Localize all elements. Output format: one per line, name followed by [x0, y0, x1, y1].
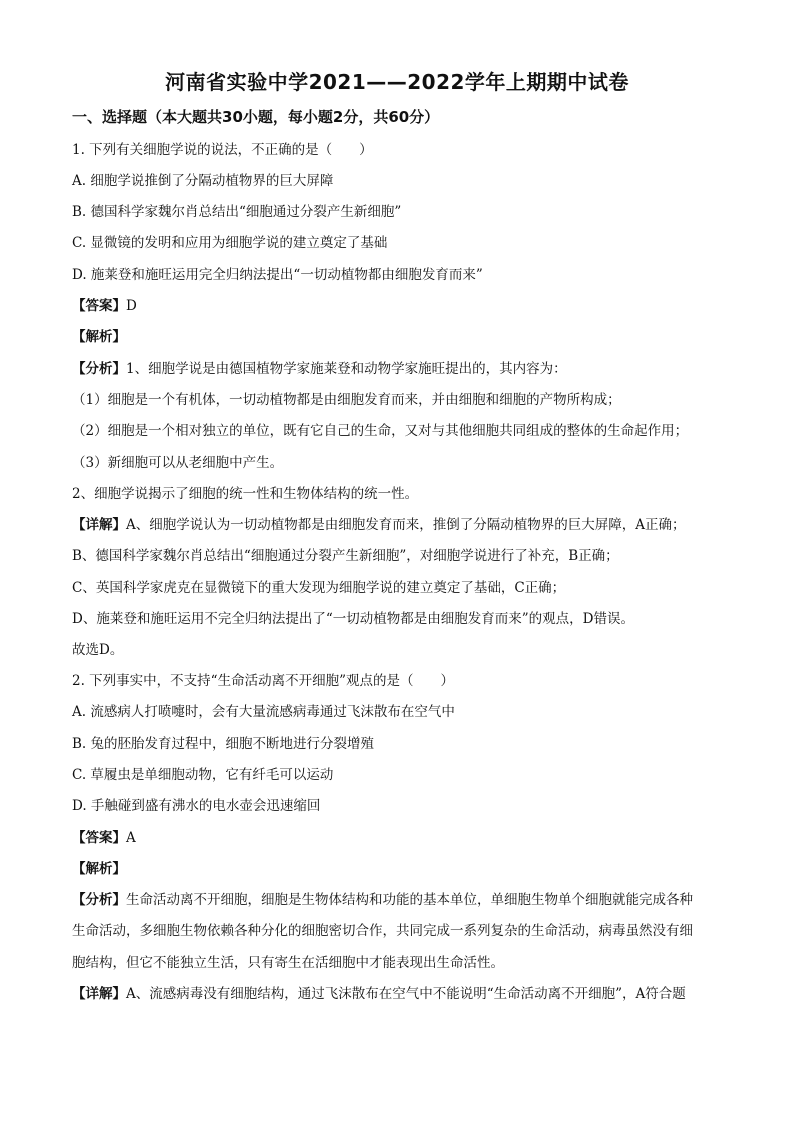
q2-fenxi-line: [72, 890, 722, 910]
xiangjie-tag: 【详解】: [72, 517, 126, 533]
q2-option-a: A. 流感病人打喷嚏时，会有大量流感病毒通过飞沫散布在空气中: [72, 704, 455, 720]
q1-xiangjie-line: D、施莱登和施旺运用不完全归纳法提出了“一切动植物都是由细胞发育而来”的观点，D错误。: [72, 611, 634, 627]
q2-stem: 2. 下列事实中，不支持“生命活动离不开细胞”观点的是（ ）: [72, 673, 454, 689]
q1-option-a: A. 细胞学说推倒了分隔动植物界的巨大屏障: [72, 173, 334, 189]
xiangjie-text: A、流感病毒没有细胞结构，通过飞沫散布在空气中不能说明“生命活动离不开细胞”，A符合题: [126, 986, 686, 1002]
fenxi-text: 1、细胞学说是由德国植物学家施莱登和动物学家施旺提出的，其内容为：: [126, 361, 567, 377]
q1-fenxi-line: 2、细胞学说揭示了细胞的统一性和生物体结构的统一性。: [72, 486, 419, 502]
answer-value: D: [126, 298, 137, 314]
q1-xiangjie-line: [72, 515, 722, 535]
q2-option-c: C. 草履虫是单细胞动物，它有纤毛可以运动: [72, 767, 334, 783]
q1-fenxi-line: （3）新细胞可以从老细胞中产生。: [72, 455, 284, 471]
xiangjie-text: A、细胞学说认为一切动植物都是由细胞发育而来，推倒了分隔动植物界的巨大屏障，A正确；: [126, 517, 686, 533]
xiangjie-tag: 【详解】: [72, 986, 126, 1002]
answer-tag: 【答案】: [72, 298, 126, 314]
q1-option-c: C. 显微镜的发明和应用为细胞学说的建立奠定了基础: [72, 235, 388, 251]
answer-tag: 【答案】: [72, 830, 126, 846]
q2-option-d: D. 手触碰到盛有沸水的电水壶会迅速缩回: [72, 798, 321, 814]
q1-conclusion: 故选D。: [72, 642, 124, 658]
q1-stem: 1. 下列有关细胞学说的说法，不正确的是（ ）: [72, 142, 373, 158]
fenxi-tag: 【分析】: [72, 361, 126, 377]
q1-fenxi-line: [72, 359, 722, 379]
fenxi-tag: 【分析】: [72, 892, 126, 908]
q1-xiangjie-line: B、德国科学家魏尔肖总结出“细胞通过分裂产生新细胞”，对细胞学说进行了补充，B正确；: [72, 548, 619, 564]
analysis-tag: 【解析】: [72, 329, 126, 345]
q1-analysis-tag: [72, 327, 722, 347]
analysis-tag: 【解析】: [72, 861, 126, 877]
q1-answer: [72, 296, 722, 316]
answer-value: A: [126, 830, 136, 846]
q1-xiangjie-line: C、英国科学家虎克在显微镜下的重大发现为细胞学说的建立奠定了基础，C正确；: [72, 580, 566, 596]
q1-option-d: D. 施莱登和施旺运用完全归纳法提出“一切动植物都由细胞发育而来”: [72, 267, 483, 283]
q2-analysis-tag: [72, 859, 722, 879]
q2-option-b: B. 兔的胚胎发育过程中，细胞不断地进行分裂增殖: [72, 736, 375, 752]
q2-fenxi-line: 生命活动，多细胞生物依赖各种分化的细胞密切合作，共同完成一系列复杂的生命活动，病毒虽然没有细: [72, 923, 693, 939]
q1-option-b: B. 德国科学家魏尔肖总结出“细胞通过分裂产生新细胞”: [72, 204, 402, 220]
q2-fenxi-line: 胞结构，但它不能独立生活，只有寄生在活细胞中才能表现出生命活性。: [72, 955, 504, 971]
q2-xiangjie-line: [72, 984, 722, 1004]
q1-fenxi-line: （2）细胞是一个相对独立的单位，既有它自己的生命，又对与其他细胞共同组成的整体的生命起作用；: [72, 423, 689, 439]
exam-title: 河南省实验中学2021——2022学年上期期中试卷: [165, 70, 629, 94]
q2-answer: [72, 828, 722, 848]
fenxi-text: 生命活动离不开细胞，细胞是生物体结构和功能的基本单位，单细胞生物单个细胞就能完成各种: [126, 892, 693, 908]
q1-fenxi-line: （1）细胞是一个有机体，一切动植物都是由细胞发育而来，并由细胞和细胞的产物所构成；: [72, 392, 621, 408]
section-heading: 一、选择题（本大题共30小题，每小题2分，共60分）: [72, 108, 440, 126]
